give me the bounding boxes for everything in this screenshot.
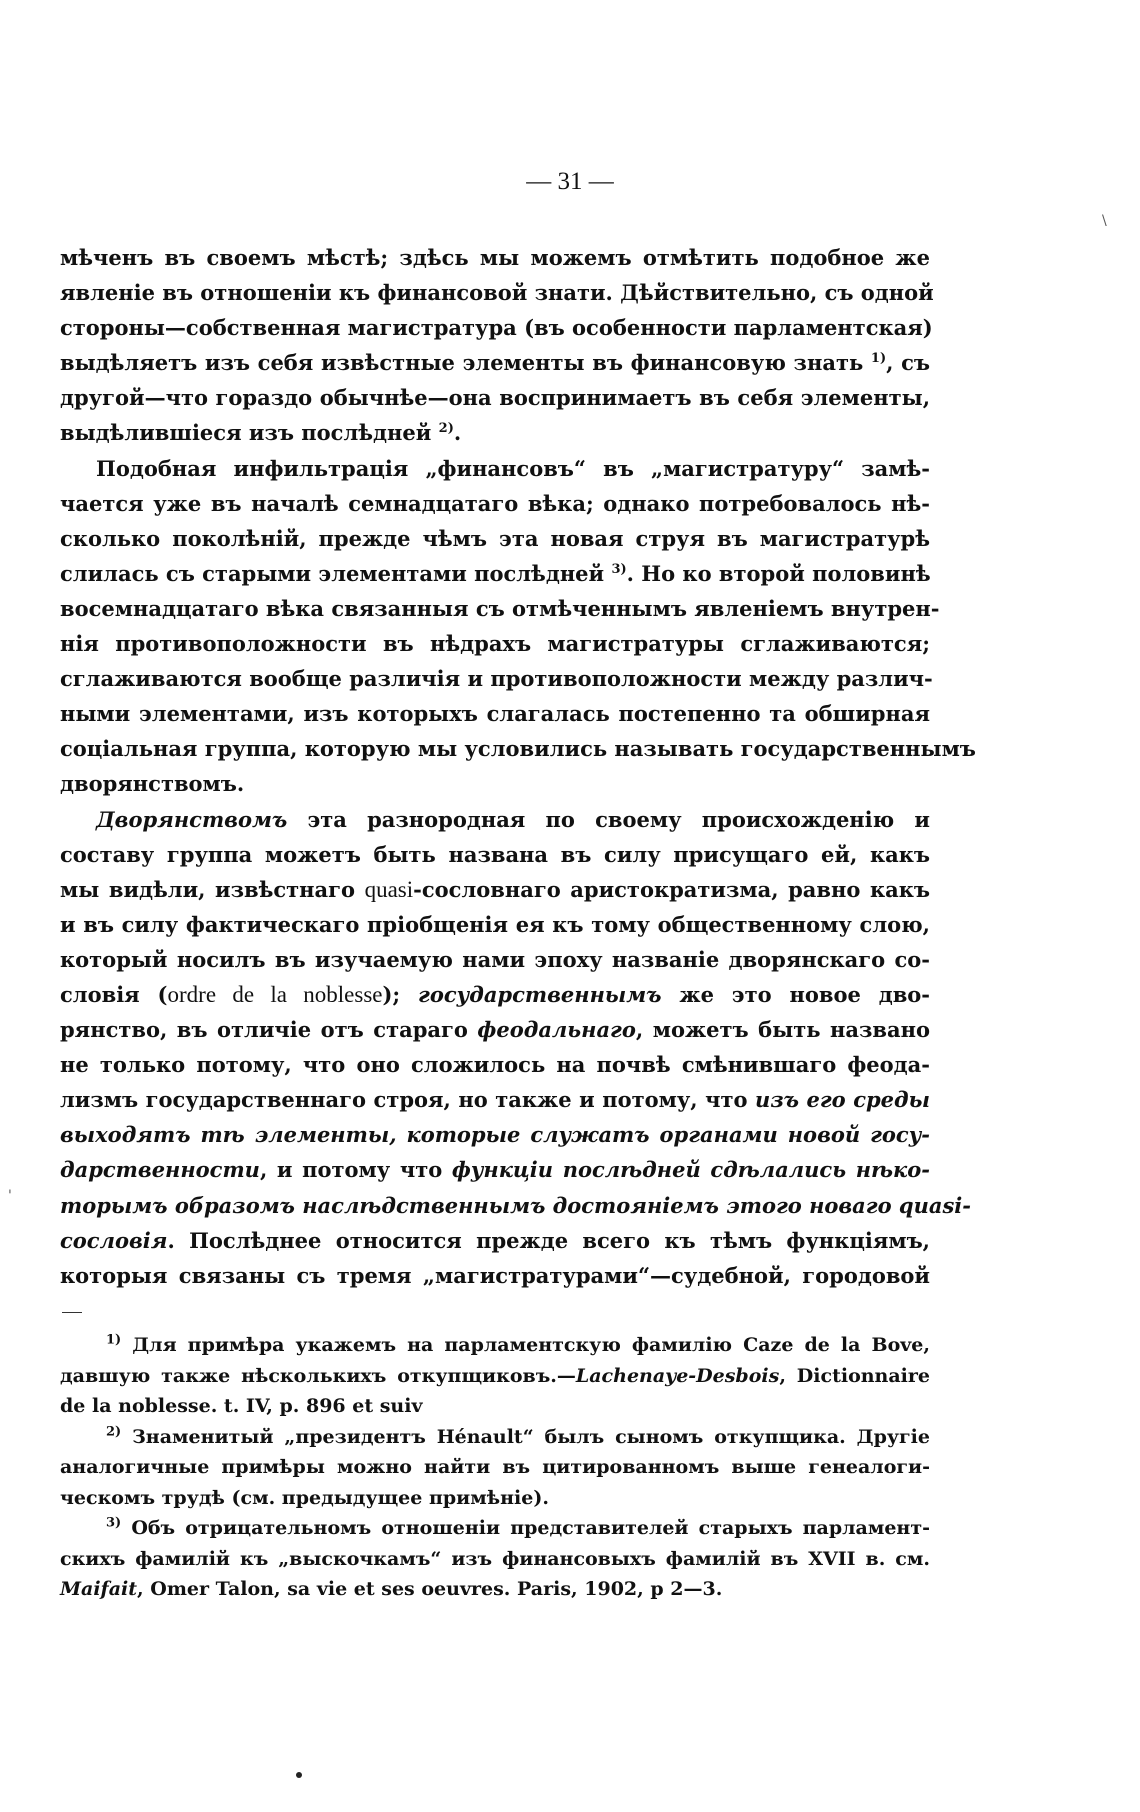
footnote-2: [60, 1422, 930, 1514]
text-line: торымъ образомъ наслѣдственнымъ достояніемъ этого новаго quasi-: [60, 1192, 971, 1218]
text-line: скихъ фамилій къ „выскочкамъ“ изъ финансовыхъ фамилій въ XVII в. см.: [60, 1547, 930, 1570]
text-line: которыя связаны съ тремя „магистратурами“—судебной, городовой: [60, 1262, 930, 1288]
text-run: выдѣлившіеся изъ послѣдней: [60, 420, 432, 446]
footnote-1: [60, 1330, 930, 1422]
footnotes: [60, 1330, 930, 1605]
italic-term: функціи послѣдней сдѣлались нѣко-: [451, 1157, 930, 1183]
latin-term: quasi: [364, 876, 414, 902]
italic-term: Дворянствомъ: [96, 806, 288, 832]
text-line: [60, 1223, 930, 1258]
footnote-mark: 1): [106, 1332, 122, 1348]
text-line: [60, 1361, 930, 1392]
text-run: лизмъ государственнаго строя, но также и потому, что: [60, 1087, 756, 1113]
text-line: нія противоположности въ нѣдрахъ магистратуры сглаживаются;: [60, 631, 930, 657]
text-line: составу группа можетъ быть названа въ силу присущаго ей, какъ: [60, 841, 930, 867]
text-run: выдѣляетъ изъ себя извѣстные элементы въ финансовую знать: [60, 350, 864, 376]
text-line: выходятъ тѣ элементы, которые служатъ органами новой госу-: [60, 1122, 930, 1148]
paragraph-2: [60, 451, 976, 802]
footnote-3: [60, 1513, 930, 1605]
text-line: аналогичные примѣры можно найти въ цитированномъ выше генеалоги-: [60, 1456, 930, 1478]
text-run: рянство, въ отличіе отъ стараго: [60, 1017, 478, 1043]
italic-term: Lachenaye-Desbois: [575, 1364, 780, 1387]
text-run: , съ: [886, 350, 930, 376]
text-run: , Omer Talon, sa vie et ses oeuvres. Paris, 1902, p 2—3.: [137, 1578, 723, 1600]
text-run: давшую также нѣсколькихъ откупщиковъ.—: [60, 1364, 576, 1387]
text-run: Объ отрицательномъ отношеніи представителей старыхъ парламент-: [131, 1517, 930, 1539]
footnote-mark: 2): [106, 1424, 122, 1440]
text-line: [60, 977, 930, 1012]
text-run: эта разнородная по своему происхожденію и: [287, 806, 930, 832]
paragraph-1: [60, 240, 934, 451]
text-line: и въ силу фактическаго пріобщенія ея къ тому общественному слою,: [60, 911, 930, 937]
footnote-ref-3: 3): [611, 561, 627, 577]
text-line: ческомъ трудѣ (см. предыдущее примѣніе).: [60, 1486, 549, 1509]
text-line: другой—что гораздо обычнѣе—она воспринимаетъ въ себя элементы,: [60, 385, 930, 411]
text-line: дворянствомъ.: [60, 771, 245, 797]
text-run: , Dictionnaire: [779, 1364, 930, 1387]
text-line: восемнадцатаго вѣка связанныя съ отмѣченнымъ явленіемъ внутрен-: [60, 595, 940, 621]
text-line: [60, 345, 930, 380]
text-line: [60, 872, 930, 907]
text-run: );: [382, 981, 419, 1007]
text-line: [60, 1012, 930, 1047]
text-run: , и потому что: [259, 1157, 452, 1183]
text-line: [60, 1082, 930, 1117]
text-line: [60, 1574, 930, 1605]
text-line: который носилъ въ изучаемую нами эпоху названіе дворянскаго со-: [60, 946, 930, 972]
text-run: мы видѣли, извѣстнаго: [60, 876, 365, 902]
footnote-ref-1: 1): [870, 351, 887, 367]
text-line: [60, 802, 930, 837]
latin-term: ordre de la noblesse: [167, 981, 383, 1007]
italic-term: изъ его среды: [755, 1087, 931, 1113]
text-run: Знаменитый „президентъ Hénault“ былъ сыномъ откупщика. Другіе: [132, 1425, 930, 1448]
text-line: [60, 556, 930, 591]
text-line: [60, 1152, 930, 1187]
text-line: соціальная группа, которую мы условились называть государственнымъ: [60, 736, 976, 762]
text-line: сколько поколѣній, прежде чѣмъ эта новая струя въ магистратурѣ: [60, 525, 930, 551]
text-run: , можетъ быть названо: [635, 1017, 930, 1043]
text-line: Подобная инфильтрація „финансовъ“ въ „магистратуру“ замѣ-: [96, 455, 930, 481]
body-text: [60, 240, 976, 1293]
scan-dot: [296, 1772, 302, 1778]
text-line: не только потому, что оно сложилось на почвѣ смѣнившаго феода-: [60, 1052, 930, 1078]
text-line: ными элементами, изъ которыхъ слагалась постепенно та обширная: [60, 701, 930, 727]
text-line: [60, 1513, 930, 1544]
text-run: Для примѣра укажемъ на парламентскую фамилію Caze de la Bove,: [132, 1334, 930, 1356]
text-line: стороны—собственная магистратура (въ особенности парламентская): [60, 315, 933, 341]
text-run: слилась съ старыми элементами послѣдней: [60, 560, 605, 586]
page-number: — 31 —: [526, 168, 614, 195]
text-line: явленіе въ отношеніи къ финансовой знати. Дѣйствительно, съ одной: [60, 280, 934, 306]
text-line: сглаживаются вообще различія и противоположности между различ-: [60, 666, 933, 692]
text-run: . Но ко второй половинѣ: [626, 560, 931, 586]
italic-term: Maifait: [60, 1578, 138, 1600]
text-run: .: [453, 420, 462, 446]
footnote-divider: [62, 1312, 82, 1313]
footnote-ref-2: 2): [438, 421, 454, 437]
text-run: . Послѣднее относится прежде всего къ тѣмъ функціямъ,: [167, 1227, 930, 1253]
text-run: словія (: [60, 981, 168, 1007]
text-line: [60, 1330, 930, 1361]
text-line: [60, 415, 930, 450]
text-run: же это новое дво-: [661, 981, 931, 1007]
text-run: -сословнаго аристократизма, равно какъ: [413, 876, 930, 902]
text-line: [60, 1422, 930, 1453]
scan-mark-left: ': [8, 1188, 12, 1204]
text-line: de la noblesse. t. IV, p. 896 et suiv: [60, 1395, 423, 1417]
text-line: мѣченъ въ своемъ мѣстѣ; здѣсь мы можемъ отмѣтить подобное же: [60, 245, 930, 270]
scan-mark-right: \: [1102, 213, 1107, 229]
italic-term: дарственности: [60, 1157, 260, 1183]
footnote-mark: 3): [106, 1515, 122, 1531]
italic-term: государственнымъ: [418, 981, 662, 1007]
italic-term: сословія: [60, 1227, 168, 1253]
paragraph-3: [60, 802, 971, 1293]
text-line: чается уже въ началѣ семнадцатаго вѣка; однако потребовалось нѣ-: [60, 490, 930, 516]
italic-term: феодальнаго: [477, 1017, 636, 1043]
